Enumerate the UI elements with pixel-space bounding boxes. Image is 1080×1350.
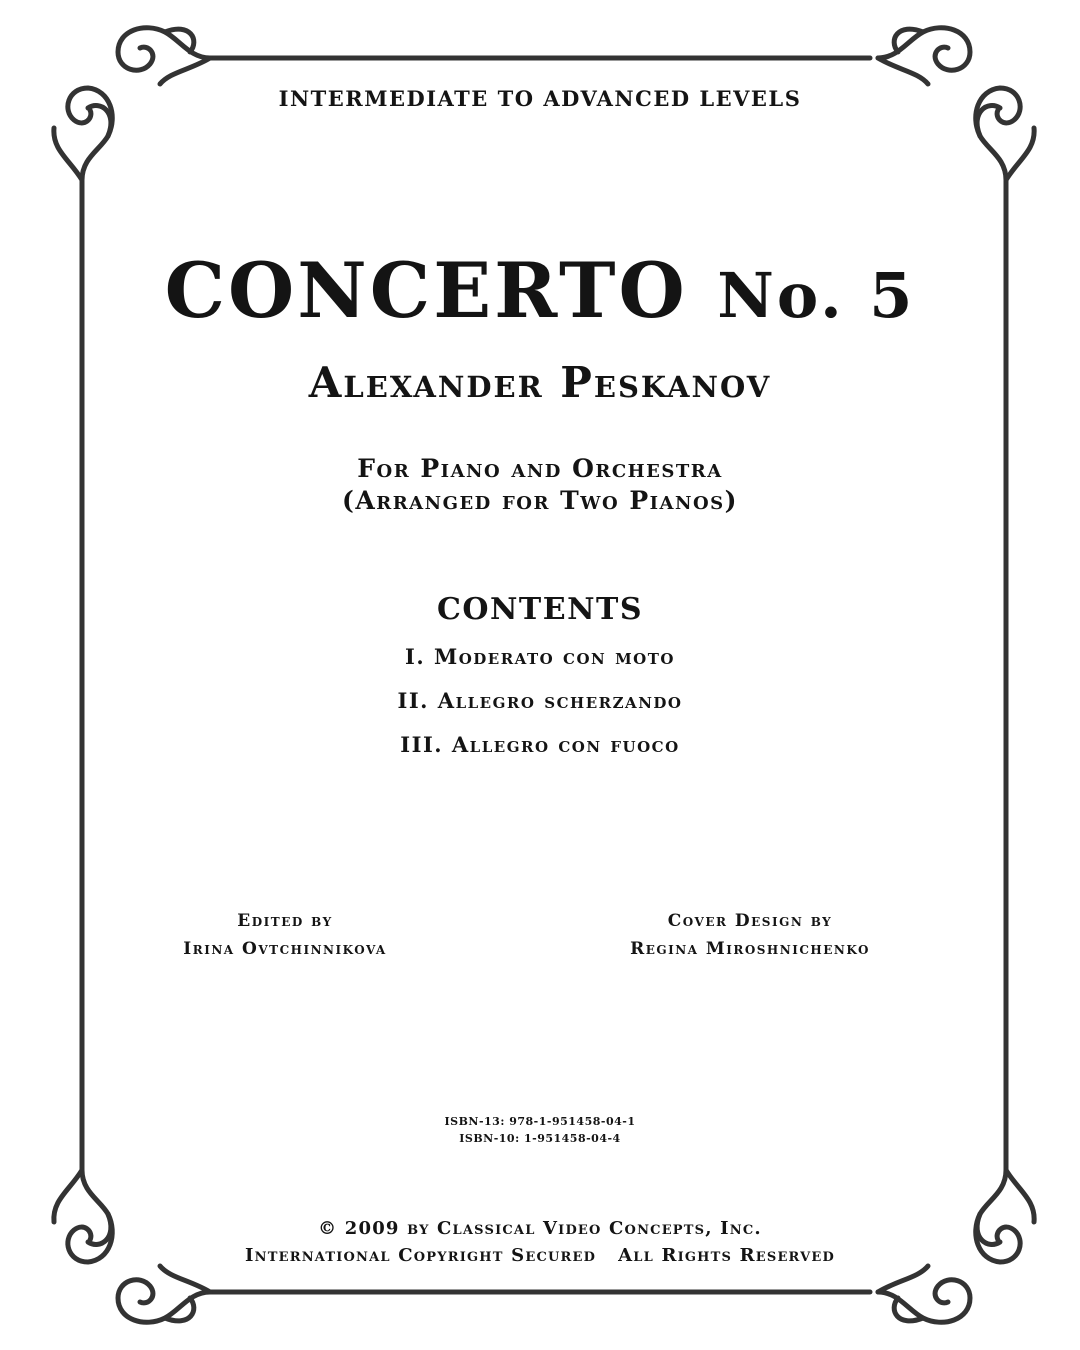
movement-item: III. Allegro con fuoco — [400, 732, 680, 757]
title-number: No. 5 — [717, 259, 916, 332]
copyright-line: © 2009 by Classical Video Concepts, Inc. — [318, 1218, 762, 1239]
copyright-secured: International Copyright Secured — [245, 1245, 597, 1266]
level-label: INTERMEDIATE TO ADVANCED LEVELS — [278, 86, 802, 111]
composer-name: Alexander Peskanov — [308, 358, 772, 407]
subtitle-line-2: (Arranged for Two Pianos) — [342, 486, 738, 515]
rights-line — [0, 1245, 1080, 1266]
isbn-13: ISBN-13: 978-1-951458-04-1 — [444, 1115, 636, 1128]
cover-design-label: Cover Design by — [667, 911, 833, 931]
movement-item: I. Moderato con moto — [405, 644, 675, 669]
all-rights-reserved: All Rights Reserved — [618, 1245, 835, 1266]
isbn-10: ISBN-10: 1-951458-04-4 — [459, 1132, 621, 1145]
title-main: CONCERTO — [164, 246, 718, 335]
contents-heading: CONTENTS — [436, 592, 644, 627]
edited-by-label: Edited by — [237, 911, 333, 931]
subtitle-line-1: For Piano and Orchestra — [357, 454, 723, 483]
designer-name: Regina Miroshnichenko — [630, 939, 870, 959]
movement-item: II. Allegro scherzando — [397, 688, 683, 713]
editor-name: Irina Ovtchinnikova — [183, 939, 387, 959]
concerto-title — [0, 246, 1080, 335]
